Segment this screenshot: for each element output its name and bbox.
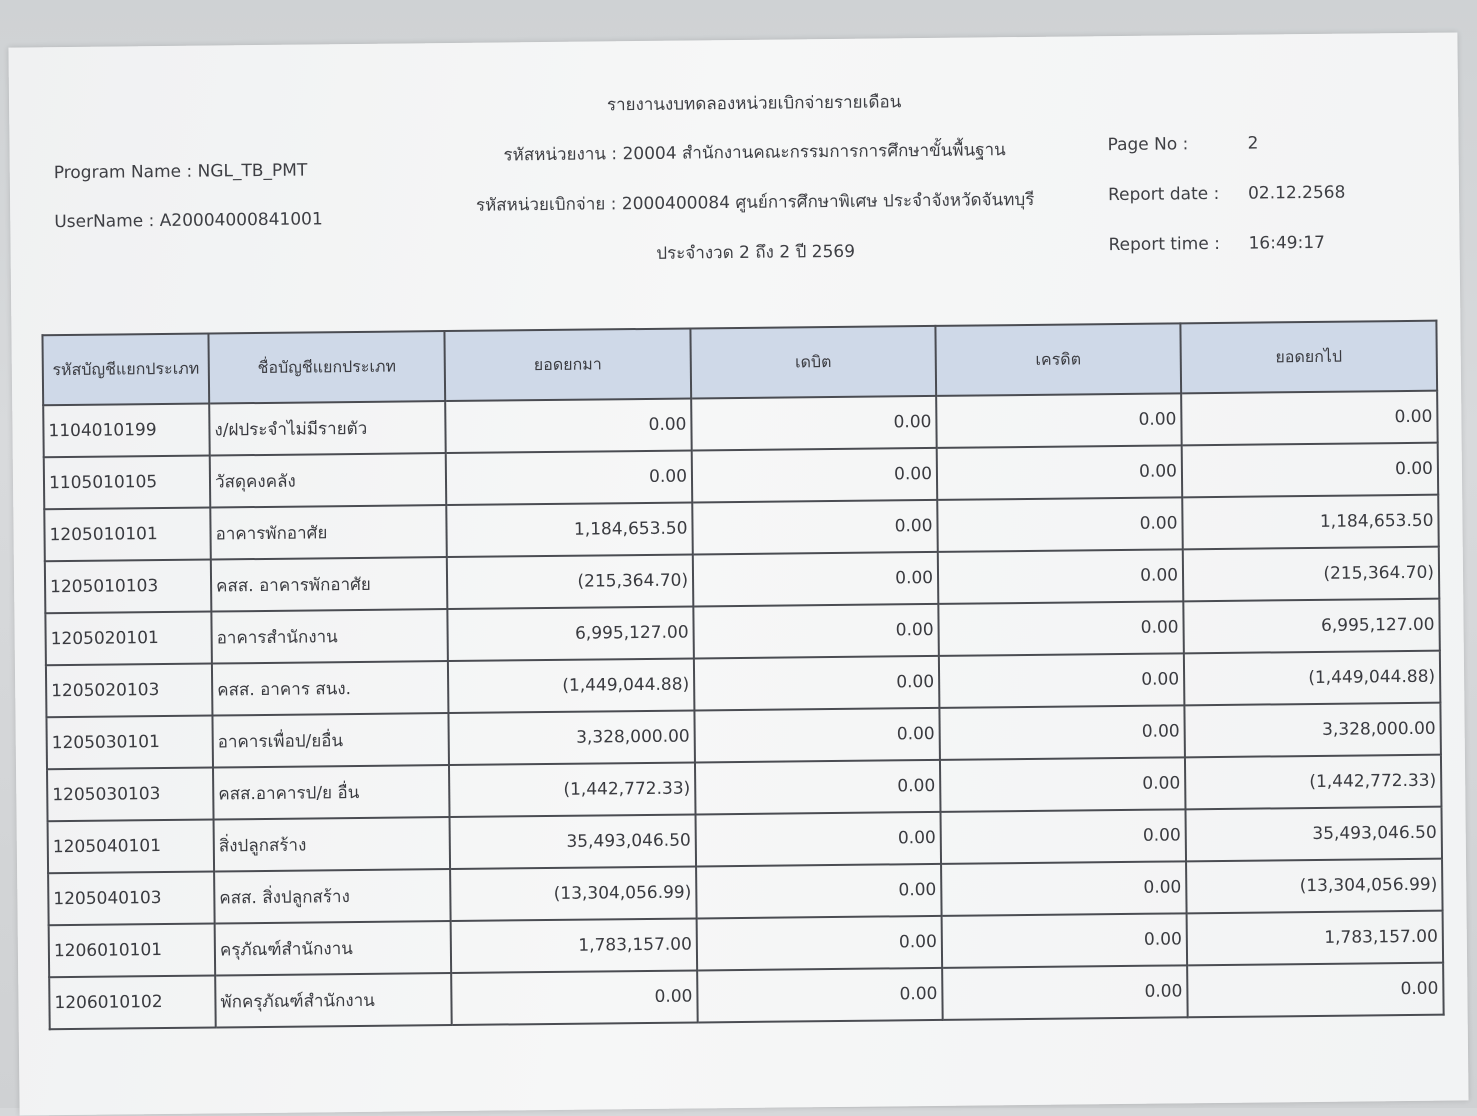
- trial-balance-table: [41, 320, 1444, 1031]
- opening-balance-cell: 3,328,000.00: [448, 710, 695, 765]
- header-credit: เครดิต: [935, 323, 1181, 396]
- header-closing-balance: ยอดยกไป: [1180, 321, 1437, 394]
- opening-balance-cell: 6,995,127.00: [447, 606, 694, 661]
- closing-balance-cell: (1,442,772.33): [1185, 755, 1442, 810]
- opening-balance-cell: 0.00: [445, 398, 692, 453]
- opening-balance-cell: 0.00: [451, 970, 698, 1025]
- account-code-cell: 1205040103: [48, 872, 215, 926]
- credit-cell: 0.00: [937, 445, 1183, 500]
- credit-cell: 0.00: [938, 549, 1184, 604]
- account-code-cell: 1205020101: [45, 612, 212, 666]
- header-debit: เดบิต: [690, 326, 936, 399]
- closing-balance-cell: (1,449,044.88): [1184, 651, 1441, 706]
- table-body: [43, 391, 1443, 1030]
- account-name-cell: สิ่งปลูกสร้าง: [214, 817, 451, 871]
- disbursing-unit-line: รหัสหน่วยเบิกจ่าย : 2000400084 ศูนย์การศึกษาพิเศษ ประจำจังหวัดจันทบุรี: [475, 189, 1035, 216]
- opening-balance-cell: 0.00: [446, 450, 693, 505]
- debit-cell: 0.00: [692, 500, 938, 555]
- credit-cell: 0.00: [941, 809, 1187, 864]
- debit-cell: 0.00: [696, 812, 942, 867]
- header-opening-balance: ยอดยกมา: [444, 328, 691, 401]
- account-code-cell: 1205030103: [47, 768, 214, 822]
- account-code-cell: 1205010101: [44, 508, 211, 562]
- account-code-cell: 1205010103: [45, 560, 212, 614]
- debit-cell: 0.00: [693, 604, 939, 659]
- opening-balance-cell: (1,449,044.88): [448, 658, 695, 713]
- report-title: รายงานงบทดลองหน่วยเบิกจ่ายรายเดือน: [606, 92, 902, 116]
- header-account-name: ชื่อบัญชีแยกประเภท: [208, 331, 445, 403]
- account-name-cell: อาคารพักอาศัย: [210, 505, 447, 559]
- debit-cell: 0.00: [692, 448, 938, 503]
- closing-balance-cell: 0.00: [1182, 443, 1439, 498]
- account-code-cell: 1105010105: [44, 456, 211, 510]
- report-sheet: [8, 32, 1468, 1115]
- opening-balance-cell: (13,304,056.99): [450, 866, 697, 921]
- opening-balance-cell: (1,442,772.33): [449, 762, 696, 817]
- credit-cell: 0.00: [939, 705, 1185, 760]
- account-name-cell: ครุภัณฑ์สำนักงาน: [215, 921, 452, 975]
- credit-cell: 0.00: [937, 497, 1183, 552]
- closing-balance-cell: 1,184,653.50: [1182, 495, 1439, 550]
- page-no-value: 2: [1247, 133, 1259, 154]
- debit-cell: 0.00: [697, 916, 943, 971]
- debit-cell: 0.00: [694, 656, 940, 711]
- credit-cell: 0.00: [939, 653, 1185, 708]
- credit-cell: 0.00: [942, 965, 1188, 1020]
- credit-cell: 0.00: [936, 393, 1182, 448]
- debit-cell: 0.00: [696, 864, 942, 919]
- page-no-label: Page No :: [1107, 134, 1189, 156]
- opening-balance-cell: 1,783,157.00: [451, 918, 698, 973]
- credit-cell: 0.00: [942, 913, 1188, 968]
- closing-balance-cell: 35,493,046.50: [1185, 807, 1442, 862]
- debit-cell: 0.00: [693, 552, 939, 607]
- report-time-label: Report time :: [1108, 233, 1220, 256]
- account-name-cell: พักครุภัณฑ์สำนักงาน: [215, 973, 452, 1027]
- closing-balance-cell: (215,364.70): [1183, 547, 1440, 602]
- credit-cell: 0.00: [938, 601, 1184, 656]
- closing-balance-cell: 1,783,157.00: [1187, 911, 1444, 966]
- closing-balance-cell: 6,995,127.00: [1183, 599, 1440, 654]
- account-code-cell: 1206010102: [49, 976, 216, 1030]
- report-date-value: 02.12.2568: [1247, 182, 1346, 204]
- debit-cell: 0.00: [697, 968, 943, 1023]
- account-name-cell: ง/ฝประจำไม่มีรายตัว: [209, 401, 446, 455]
- credit-cell: 0.00: [941, 861, 1187, 916]
- account-name-cell: คสส. สิ่งปลูกสร้าง: [214, 869, 451, 923]
- account-name-cell: คสส. อาคาร สนง.: [212, 661, 449, 715]
- account-name-cell: อาคารสำนักงาน: [211, 609, 448, 663]
- report-time-value: 16:49:17: [1248, 232, 1326, 254]
- report-date-label: Report date :: [1107, 183, 1220, 206]
- user-name: UserName : A20004000841001: [54, 209, 323, 233]
- agency-line: รหัสหน่วยงาน : 20004 สำนักงานคณะกรรมการการศึกษาขั้นพื้นฐาน: [503, 140, 1006, 166]
- account-name-cell: คสส.อาคารป/ย อื่น: [213, 765, 450, 819]
- closing-balance-cell: 3,328,000.00: [1184, 703, 1441, 758]
- account-code-cell: 1205020103: [46, 664, 213, 718]
- period-line: ประจำงวด 2 ถึง 2 ปี 2569: [656, 241, 856, 264]
- closing-balance-cell: 0.00: [1181, 391, 1438, 446]
- closing-balance-cell: 0.00: [1187, 963, 1444, 1018]
- debit-cell: 0.00: [695, 760, 941, 815]
- account-code-cell: 1205030101: [46, 716, 213, 770]
- account-code-cell: 1205040101: [48, 820, 215, 874]
- program-name: Program Name : NGL_TB_PMT: [53, 160, 308, 184]
- debit-cell: 0.00: [694, 708, 940, 763]
- opening-balance-cell: 1,184,653.50: [446, 502, 693, 557]
- account-name-cell: วัสดุคงคลัง: [210, 453, 447, 507]
- opening-balance-cell: 35,493,046.50: [450, 814, 697, 869]
- closing-balance-cell: (13,304,056.99): [1186, 859, 1443, 914]
- account-code-cell: 1206010101: [49, 924, 216, 978]
- opening-balance-cell: (215,364.70): [447, 554, 694, 609]
- account-name-cell: อาคารเพื่อป/ยอื่น: [212, 713, 449, 767]
- header-account-code: รหัสบัญชีแยกประเภท: [42, 334, 209, 406]
- account-name-cell: คสส. อาคารพักอาศัย: [211, 557, 448, 611]
- account-code-cell: 1104010199: [43, 404, 210, 458]
- credit-cell: 0.00: [940, 757, 1186, 812]
- debit-cell: 0.00: [691, 396, 937, 451]
